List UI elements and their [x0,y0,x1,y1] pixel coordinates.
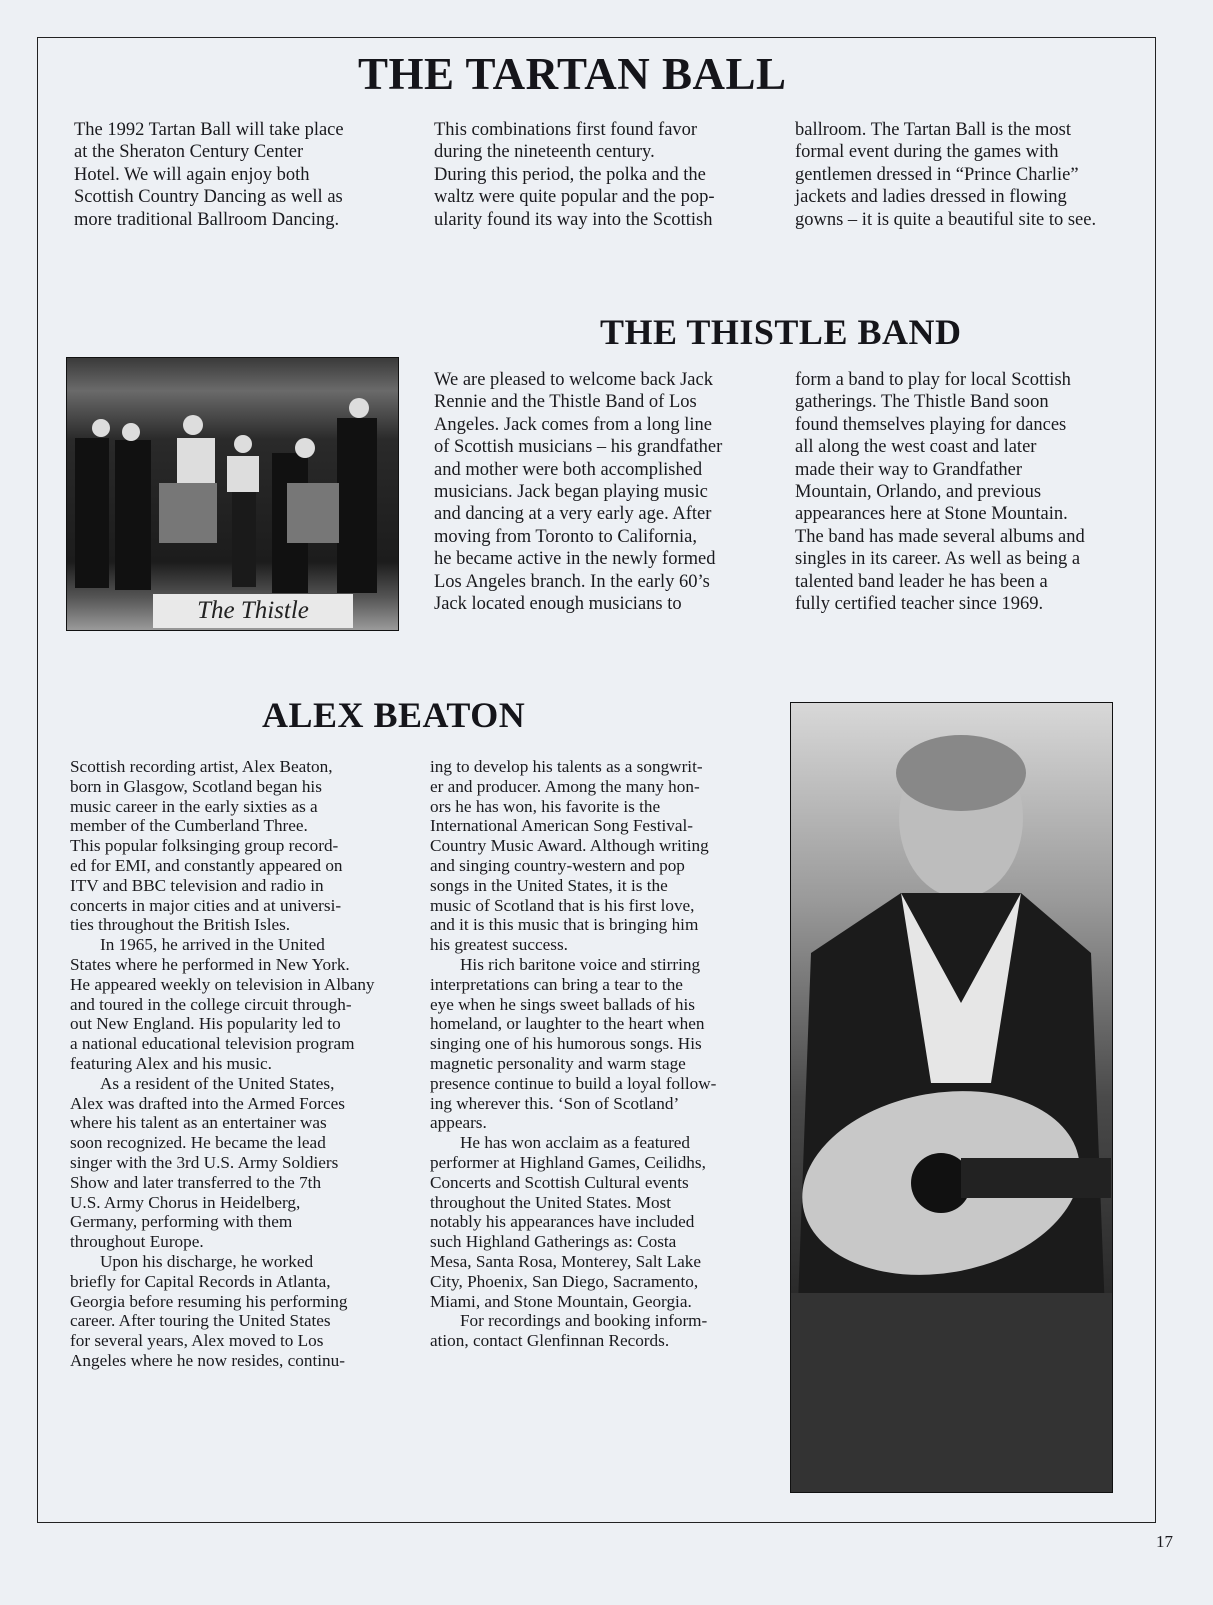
text-line: International American Song Festival- [430,816,693,836]
text-line: During this period, the polka and the [434,164,706,185]
photo-banner: The Thistle [153,594,353,628]
text-line: For recordings and booking inform- [460,1311,708,1331]
text-line: Los Angeles branch. In the early 60’s [434,571,710,592]
text-line: musicians. Jack began playing music [434,482,708,503]
text-line: States where he performed in New York. [70,954,350,974]
thistle-band-photo [66,357,399,631]
text-line: for several years, Alex moved to Los [70,1331,324,1351]
text-line: of Scottish musicians – his grandfather [434,437,723,458]
thistle-band-column-2 [795,369,1085,615]
text-line: eye when he sings sweet ballads of his [430,994,695,1014]
text-line: out New England. His popularity led to [70,1014,341,1034]
text-line: Angeles where he now resides, continu- [70,1350,345,1370]
text-line: Upon his discharge, he worked [100,1251,314,1271]
text-line: and singing country-western and pop [430,855,685,875]
text-line: at the Sheraton Century Center [74,142,304,163]
text-line: ors he has won, his favorite is the [430,796,661,816]
text-line: homeland, or laughter to the heart when [430,1014,705,1034]
text-line: concerts in major cities and at universi- [70,895,342,915]
alex-beaton-column-2 [430,757,716,1351]
band-members-illustration [67,358,398,630]
text-line: formal event during the games with [795,142,1059,163]
text-line: his greatest success. [430,935,568,955]
text-line: Alex was drafted into the Armed Forces [70,1093,345,1113]
text-line: ed for EMI, and constantly appeared on [70,855,343,875]
text-line: made their way to Grandfather [795,459,1023,480]
text-line: member of the Cumberland Three. [70,816,308,836]
text-line: Hotel. We will again enjoy both [74,164,310,185]
text-line: career. After touring the United States [70,1311,331,1331]
tartan-ball-title: THE TARTAN BALL [358,49,787,99]
text-line: Concerts and Scottish Cultural events [430,1172,689,1192]
text-line: Angeles. Jack comes from a long line [434,414,712,435]
text-line: form a band to play for local Scottish [795,370,1071,390]
text-line: Scottish recording artist, Alex Beaton, [70,757,333,776]
text-line: Miami, and Stone Mountain, Georgia. [430,1291,692,1311]
text-line: Rennie and the Thistle Band of Los [434,392,697,413]
text-line: singer with the 3rd U.S. Army Soldiers [70,1152,339,1172]
text-line: He has won acclaim as a featured [460,1133,691,1153]
text-line: The band has made several albums and [795,526,1085,547]
text-line: more traditional Ballroom Dancing. [74,209,340,230]
text-line: er and producer. Among the many hon- [430,776,700,796]
text-line: singing one of his humorous songs. His [430,1034,702,1054]
text-line: songs in the United States, it is the [430,875,668,895]
text-line: We are pleased to welcome back Jack [434,370,713,390]
text-line: found themselves playing for dances [795,414,1067,435]
text-line: City, Phoenix, San Diego, Sacramento, [430,1271,699,1291]
text-line: presence continue to build a loyal follow- [430,1073,717,1093]
text-line: briefly for Capital Records in Atlanta, [70,1271,331,1291]
thistle-band-title: THE THISTLE BAND [600,312,962,352]
text-line: where his talent as an entertainer was [70,1113,327,1133]
text-line: Mesa, Santa Rosa, Monterey, Salt Lake [430,1251,701,1271]
text-line: Germany, performing with them [70,1212,293,1232]
text-line: Jack located enough musicians to [434,594,682,615]
text-line: ing wherever this. ‘Son of Scotland’ [430,1093,680,1113]
text-line: interpretations can bring a tear to the [430,974,683,994]
text-line: Mountain, Orlando, and previous [795,482,1042,503]
text-line: Scottish Country Dancing as well as [74,187,343,208]
text-line: gowns – it is quite a beautiful site to see. [795,209,1097,230]
text-line: gatherings. The Thistle Band soon [795,392,1049,413]
text-line: appears. [430,1113,487,1133]
text-line: and it is this music that is bringing him [430,915,699,935]
portrait-illustration [791,703,1112,1492]
text-line: He appeared weekly on television in Albany [70,974,375,994]
text-line: music of Scotland that is his first love, [430,895,695,915]
alex-beaton-title: ALEX BEATON [262,695,526,735]
text-line: talented band leader he has been a [795,571,1048,592]
text-line: singles in its career. As well as being a [795,549,1081,570]
text-line: performer at Highland Games, Ceilidhs, [430,1152,706,1172]
text-line: Show and later transferred to the 7th [70,1172,322,1192]
text-line: As a resident of the United States, [100,1073,335,1093]
alex-beaton-photo [790,702,1113,1493]
text-line: and dancing at a very early age. After [434,504,712,525]
text-line: a national educational television program [70,1034,355,1054]
text-line: ties throughout the British Isles. [70,915,291,935]
text-line: throughout Europe. [70,1232,204,1252]
text-line: This popular folksinging group record- [70,836,339,856]
page-number: 17 [1156,1532,1173,1551]
text-line: ularity found its way into the Scottish [434,209,713,230]
text-line: ation, contact Glenfinnan Records. [430,1331,670,1351]
text-line: and toured in the college circuit through- [70,994,352,1014]
text-line: notably his appearances have included [430,1212,695,1232]
alex-beaton-column-1 [70,757,375,1371]
text-line: and mother were both accomplished [434,459,703,480]
text-line: In 1965, he arrived in the United [100,935,325,955]
text-line: throughout the United States. Most [430,1192,672,1212]
text-line: soon recognized. He became the lead [70,1133,326,1153]
text-line: featuring Alex and his music. [70,1053,272,1073]
text-line: ITV and BBC television and radio in [70,875,324,895]
text-line: born in Glasgow, Scotland began his [70,776,322,796]
tartan-ball-column-3 [795,119,1096,231]
thistle-band-column-1 [434,369,722,615]
text-line: This combinations first found favor [434,120,698,140]
text-line: Georgia before resuming his performing [70,1291,348,1311]
text-line: U.S. Army Chorus in Heidelberg, [70,1192,301,1212]
text-line: The 1992 Tartan Ball will take place [74,120,344,140]
text-line: appearances here at Stone Mountain. [795,504,1068,525]
text-line: such Highland Gatherings as: Costa [430,1232,677,1252]
text-line: waltz were quite popular and the pop- [434,187,715,208]
text-line: gentlemen dressed in “Prince Charlie” [795,164,1079,185]
text-line: moving from Toronto to California, [434,526,697,547]
text-line: during the nineteenth century. [434,142,655,163]
text-line: ballroom. The Tartan Ball is the most [795,120,1071,140]
text-line: music career in the early sixties as a [70,796,318,816]
text-line: he became active in the newly formed [434,549,716,570]
text-line: fully certified teacher since 1969. [795,594,1044,615]
text-line: His rich baritone voice and stirring [460,954,701,974]
text-line: Country Music Award. Although writing [430,836,709,856]
text-line: jackets and ladies dressed in flowing [795,187,1067,208]
text-line: all along the west coast and later [795,437,1037,458]
tartan-ball-column-2 [434,119,714,231]
text-line: ing to develop his talents as a songwrit- [430,757,703,776]
tartan-ball-column-1 [74,119,344,231]
text-line: magnetic personality and warm stage [430,1053,686,1073]
